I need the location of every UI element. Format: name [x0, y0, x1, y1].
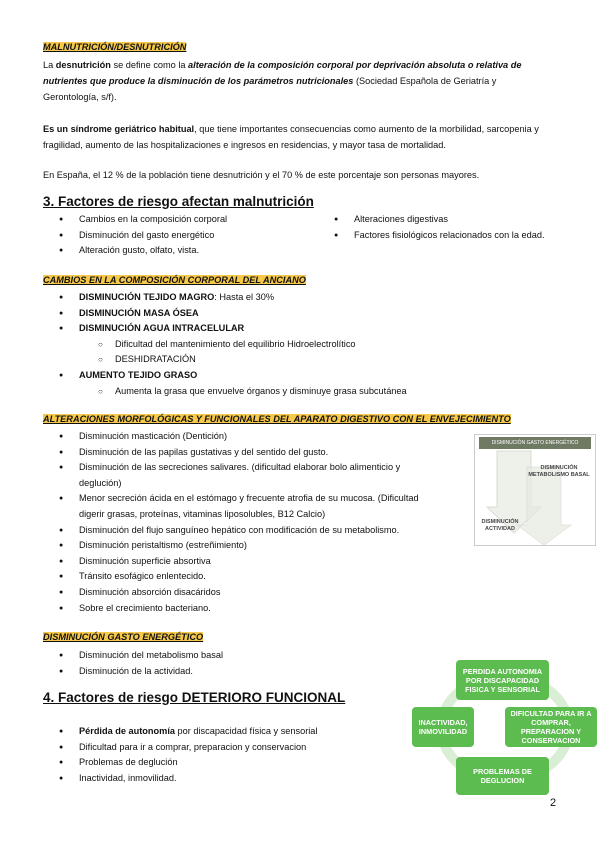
list-item: ● Sobre el crecimiento bacteriano. [43, 601, 443, 617]
list-subitem: ○ Dificultad del mantenimiento del equilibrio Hidroelectrolítico [43, 337, 543, 353]
cycle-box-bottom: PROBLEMAS DE DEGLUCION [456, 757, 549, 795]
list-item: ● Dificultad para ir a comprar, preparacion y conservacion [43, 740, 373, 756]
cambios-title: CAMBIOS EN LA COMPOSICIÓN CORPORAL DEL ANCIANO [43, 275, 306, 285]
section3-heading: 3. Factores de riesgo afectan malnutrición [43, 194, 314, 209]
list-item: ● Tránsito esofágico enlentecido. [43, 569, 443, 585]
list-item: ● Pérdida de autonomía por discapacidad física y sensorial [43, 724, 373, 740]
list-item: ● Disminución superficie absortiva [43, 554, 443, 570]
sindrome-paragraph: Es un síndrome geriátrico habitual, que tiene importantes consecuencias como aumento de la morbilidad, sarcopenia y fragilidad, aumento de las hospitalizaciones e ingresos en residencias, y mayor tasa de mortalidad. [43, 124, 539, 150]
list-item: ● Disminución del flujo sanguíneo hepático con modificación de su metabolismo. [43, 523, 443, 539]
list-item: ● Cambios en la composición corporal [43, 212, 333, 228]
list-item: ● Disminución masticación (Dentición) [43, 429, 443, 445]
gasto-title: DISMINUCIÓN GASTO ENERGÉTICO [43, 632, 204, 642]
list-item: ● Factores fisiológicos relacionados con la edad. [318, 228, 558, 244]
cycle-box-top: PERDIDA AUTONOMIA POR DISCAPACIDAD FISICA Y SENSORIAL [456, 660, 549, 700]
list-item: ● Problemas de deglución [43, 755, 373, 771]
cycle-box-left: INACTIVIDAD, INMOVILIDAD [412, 707, 474, 747]
list-item: ● AUMENTO TEJIDO GRASO [43, 368, 543, 384]
list-item: ● Alteración gusto, olfato, vista. [43, 243, 333, 259]
page-number: 2 [550, 797, 557, 809]
list-item: ● DISMINUCIÓN TEJIDO MAGRO: Hasta el 30% [43, 290, 543, 306]
list-item: ● Disminución absorción disacáridos [43, 585, 443, 601]
espana-paragraph: En España, el 12 % de la población tiene desnutrición y el 70 % de este porcentaje son personas mayores. [43, 170, 480, 180]
list-item: ● Alteraciones digestivas [318, 212, 558, 228]
list-item: ● DISMINUCIÓN MASA ÓSEA [43, 306, 543, 322]
section4-list [43, 724, 373, 786]
malnutricion-title: MALNUTRICIÓN/DESNUTRICIÓN [43, 42, 187, 52]
gasto-diagram-header: DISMINUCIÓN GASTO ENERGÉTICO [479, 437, 591, 449]
gasto-diagram-actividad: DISMINUCIÓN ACTIVIDAD [481, 519, 519, 532]
section4-heading: 4. Factores de riesgo DETERIORO FUNCIONAL [43, 690, 346, 705]
alteraciones-list [43, 429, 443, 616]
list-item: ● DISMINUCIÓN AGUA INTRACELULAR [43, 321, 543, 337]
list-item: ● Disminución de las secreciones salivares. (dificultad elaborar bolo alimenticio y deglución) [43, 460, 443, 491]
list-item: ● Disminución de la actividad. [43, 664, 343, 680]
section3-list-col2 [318, 212, 558, 243]
section3-list-col1 [43, 212, 333, 259]
gasto-list [43, 648, 343, 679]
list-item: ● Disminución del gasto energético [43, 228, 333, 244]
cycle-box-right: DIFICULTAD PARA IR A COMPRAR, PREPARACION Y CONSERVACION [505, 707, 597, 747]
list-item: ● Disminución de las papilas gustativas y del sentido del gusto. [43, 445, 443, 461]
list-item: ● Menor secreción ácida en el estómago y frecuente atrofia de su mucosa. (Dificultad digerir grasas, proteínas, vitaminas liposolubles, B12 Calcio) [43, 491, 443, 522]
gasto-diagram [474, 434, 596, 546]
list-subitem: ○ DESHIDRATACIÓN [43, 352, 543, 368]
alteraciones-title: ALTERACIONES MORFOLÓGICAS Y FUNCIONALES DEL APARATO DIGESTIVO CON EL ENVEJECIMIENTO [43, 414, 511, 424]
list-item: ● Disminución del metabolismo basal [43, 648, 343, 664]
cycle-diagram [412, 660, 597, 795]
list-item: ● Disminución peristaltismo (estreñimiento) [43, 538, 443, 554]
malnutricion-definition: La desnutrición se define como la alteración de la composición corporal por deprivación absoluta o relativa de nutrientes que produce la disminución de los parámetros nutricionales (Sociedad Española de Geriatría y Gerontología, s/f). [43, 60, 522, 102]
cambios-list [43, 290, 543, 399]
gasto-diagram-metabolismo: DISMINUCIÓN METABOLISMO BASAL [528, 465, 590, 478]
list-item: ● Inactividad, inmovilidad. [43, 771, 373, 787]
list-subitem: ○ Aumenta la grasa que envuelve órganos y disminuye grasa subcutánea [43, 384, 543, 400]
